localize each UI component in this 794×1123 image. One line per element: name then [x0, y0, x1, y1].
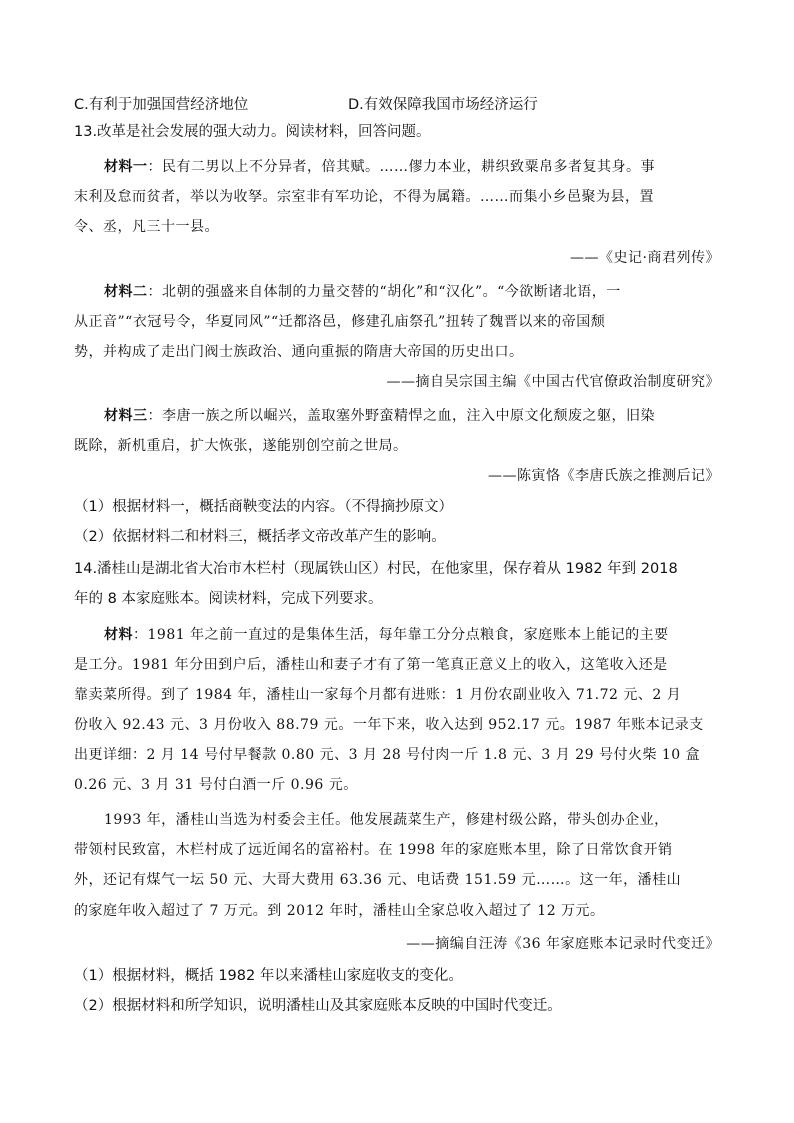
q14-material-p1-line1 [104, 625, 669, 645]
q13-material1-source: ——《史记·商君列传》 [570, 250, 720, 266]
q14-material-p1-line3: 靠卖菜所得。到了 1984 年，潘桂山一家每个月都有进账：1 月份农副业收入 71.72 元、2 月 [74, 687, 682, 703]
q13-material2-source: ——摘自吴宗国主编《中国古代官僚政治制度研究》 [386, 374, 720, 390]
q13-material3-line2: 既除，新机重启，扩大恢张，遂能别创空前之世局。 [74, 438, 408, 454]
q14-material-p1-line5: 出更详细：2 月 14 号付早餐款 0.80 元、3 月 28 号付肉一斤 1.8 元、3 月 29 号付火柴 10 盒 [74, 747, 701, 763]
material1-label: 材料一 [104, 159, 148, 175]
q13-subquestion-1: （1）根据材料一，概括商鞅变法的内容。（不得摘抄原文） [74, 499, 453, 515]
material1-text: ：民有二男以上不分异者，倍其赋。……僇力本业，耕织致粟帛多者复其身。事 [147, 159, 655, 175]
q13-subquestion-2: （2）依据材料二和材料三，概括孝文帝改革产生的影响。 [74, 529, 446, 545]
q14-stem-line1: 14.潘桂山是湖北省大冶市木栏村（现属铁山区）村民，在他家里，保存着从 1982 年到 2018 [74, 561, 678, 577]
q13-material1-line3: 令、丞，凡三十一县。 [74, 219, 219, 235]
option-d: D.有效保障我国市场经济运行 [348, 97, 538, 113]
q14-material-source: ——摘编自汪涛《36 年家庭账本记录时代变迁》 [406, 936, 720, 952]
material3-text: ：李唐一族之所以崛兴，盖取塞外野蛮精悍之血，注入中原文化颓废之躯，旧染 [147, 408, 655, 424]
q14-material-label: 材料 [104, 627, 133, 643]
q14-material-p1-line2: 是工分。1981 年分田到户后，潘桂山和妻子才有了第一笔真正意义上的收入，这笔收入还是 [74, 657, 668, 673]
q14-material-p2-line4: 的家庭年收入超过了 7 万元。到 2012 年时，潘桂山全家总收入超过了 12 万元。 [74, 903, 605, 919]
q13-material3-line1 [104, 406, 655, 426]
option-c: C.有利于加强国营经济地位 [74, 97, 249, 113]
material3-label: 材料三 [104, 408, 148, 424]
q14-material-text: ：1981 年之前一直过的是集体生活，每年靠工分分点粮食，家庭账本上能记的主要 [133, 627, 669, 643]
q14-subquestion-2: （2）根据材料和所学知识，说明潘桂山及其家庭账本反映的中国时代变迁。 [74, 998, 562, 1014]
q13-material2-line2: 从正音”“衣冠号令，华夏同风”“迁都洛邑，修建孔庙祭孔”扭转了魏晋以来的帝国颓 [74, 314, 606, 330]
q13-material2-line1 [104, 282, 621, 302]
material2-label: 材料二 [104, 284, 148, 300]
q14-material-p2-line1: 1993 年，潘桂山当选为村委会主任。他发展蔬菜生产，修建村级公路，带头创办企业， [104, 812, 669, 828]
q13-material3-source: ——陈寅恪《李唐氏族之推测后记》 [488, 468, 720, 484]
q13-material1-line2: 末利及怠而贫者，举以为收孥。宗室非有军功论，不得为属籍。……而集小乡邑聚为县，置 [74, 189, 654, 205]
q13-stem: 13.改革是社会发展的强大动力。阅读材料，回答问题。 [74, 124, 431, 140]
q14-subquestion-1: （1）根据材料，概括 1982 年以来潘桂山家庭收支的变化。 [74, 968, 463, 984]
q13-material2-line3: 势，并构成了走出门阀士族政治、通向重振的隋唐大帝国的历史出口。 [74, 344, 524, 360]
q14-material-p2-line2: 带领村民致富，木栏村成了远近闻名的富裕村。在 1998 年的家庭账本里，除了日常饮食开销 [74, 842, 673, 858]
material2-text: ：北朝的强盛来自体制的力量交替的“胡化”和“汉化”。“今欲断诸北语，一 [147, 284, 621, 300]
q14-material-p1-line4: 份收入 92.43 元、3 月份收入 88.79 元。一年下来，收入达到 952.17 元。1987 年账本记录支 [74, 717, 704, 733]
q14-stem-line2: 年的 8 本家庭账本。阅读材料，完成下列要求。 [74, 591, 383, 607]
q14-material-p1-line6: 0.26 元、3 月 31 号付白酒一斤 0.96 元。 [74, 777, 358, 793]
q14-material-p2-line3: 外，还记有煤气一坛 50 元、大哥大费用 63.36 元、电话费 151.59 元……。这一年，潘桂山 [74, 872, 682, 888]
q13-material1-line1 [104, 157, 655, 177]
